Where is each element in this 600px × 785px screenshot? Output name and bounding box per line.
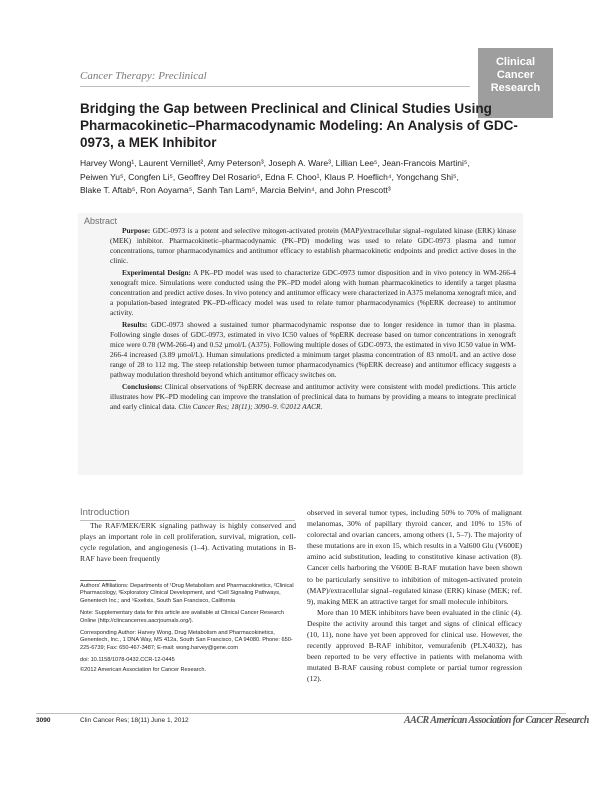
author: Jean-Francois Martini⁵, [382,158,470,168]
article-notes [80,583,296,679]
badge-line: Cancer [496,69,535,81]
abstract-conclusions [110,382,516,412]
correspondence: Corresponding Author: Harvey Wong, Drug Metabolism and Pharmacokinetics, Genentech, Inc., 1 DNA Way, MS 412a, South San Francisco, CA 94080. Phone: 650-225-6739; Fax: 650-467-3487; E-mail: wong.harvey@gene.com [80,630,293,651]
abstract-heading: Abstract [84,216,118,226]
aacr-logo: AACR American Association for Cancer Research [404,715,589,726]
author: Joseph A. Ware³, [268,158,334,168]
author: Marcia Belvin⁴, [259,185,317,195]
doi: doi: 10.1158/1078-0432.CCR-12-0445 [80,657,175,664]
author: Lillian Lee⁵, [335,158,380,168]
badge-line: Clinical [495,56,536,68]
results-text: GDC-0973 showed a sustained tumor pharmacodynamic response due to longer residence in tumor than in plasma. Following single doses of GDC-0973, estimated in vivo IC50 values of %pERK decrease based on tumor concentrations in xenograft mice were 0.78 (WM-266-4) and 0.52 µmol/L (A375). Following multiple doses of GDC-0973, the estimated in vivo IC50 value in WM-266-4 increased (3.89 µmol/L). Human simulations predicted a minimum target plasma concentration of 83 nmol/L and an active dose range of 28 to 112 mg. The steep relationship between tumor pharmacodynamics (%pERK decrease) and antitumor efficacy suggests a pathway modulation threshold beyond which antitumor efficacy switches on. [110,319,516,380]
right-column [307,507,522,685]
notes-divider [80,580,116,581]
author: Laurent Vernillet², [138,158,206,168]
intro-heading: Introduction [80,507,130,518]
conclusions-label: Conclusions: [122,381,163,391]
abstract-results [110,320,516,381]
body-paragraph: observed in several tumor types, including 50% to 70% of malignant melanomas, 30% of papillary thyroid cancer, and 10% to 15% of colorectal and ovarian cancers, among others (1, 5–7). The majority of these mutations are in exon 15, which results in a Val600 Glu (V600E) amino acid substitution, leading to constitutive kinase activation (8). Cancer cells harboring the V600E B-RAF mutation have been shown to be particularly sensitive to inhibition of mitogen-activated protein (MAP)/extracellular signal–regulated kinase (ERK) kinase (MEK; ref. 9), making MEK an attractive target for small molecule inhibitors. [307,508,522,606]
design-text: A PK–PD model was used to characterize GDC-0973 tumor disposition and in vivo potency in WM-266-4 xenograft mice. Simulations were conducted using the PK–PD model along with human pharmacokinetics to identify a target plasma concentration and predict active doses. In vivo potency and antitumor efficacy were characterized in A375 melanoma xenograft mice, and a population-based integrated PK–PD-efficacy model was used to relate tumor pharmacodynamics (%pERK decrease) to antitumor activity. [110,267,516,318]
page-number: 3090 [36,717,51,724]
author: Amy Peterson³, [207,158,267,168]
supplementary-note: Note: Supplementary data for this article are available at Clinical Cancer Research Online (http://clincancerres.aacrjournals.org/). [80,610,284,624]
affiliations: Authors' Affiliations: Departments of ¹Drug Metabolism and Pharmacokinetics, ²Clinical Pharmacology, ³Exploratory Clinical Development, and ⁴Cell Signaling Pathways, Genentech Inc.; and ⁵Exelixis, South San Francisco, California [80,583,294,604]
body-paragraph: More than 10 MEK inhibitors have been evaluated in the clinic (4). Despite the activity around this target and signs of clinical efficacy (10, 11), none have yet been approved for clinical use. However, the recently approved B-RAF inhibitor, vemurafenib (PLX4032), has been reported to be very effective in patients with melanoma with mutated B-RAF causing robust complete or partial tumor regression (12). [307,607,522,684]
footer-divider [36,713,566,714]
divider [80,86,470,87]
badge-line: Research [490,82,541,94]
results-label: Results: [122,319,148,329]
abstract-design [110,268,516,318]
section-label: Cancer Therapy: Preclinical [80,70,207,82]
author: Peiwen Yu⁵, [80,171,126,182]
copyright: ©2012 American Association for Cancer Research. [80,666,207,673]
purpose-text: GDC-0973 is a potent and selective mitogen-activated protein (MAP)/extracellular signal–regulated kinase (ERK) kinase (MEK) inhibitor. Pharmacokinetic–pharmacodynamic (PK–PD) modeling was used to relate GDC-0973 plasma and tumor concentrations, tumor pharmacodynamics and antitumor efficacy to establish pharmacokinetic endpoints and predict active doses in the clinic. [110,226,516,266]
author: Blake T. Aftab⁵, [80,185,138,195]
abstract-body [110,226,516,413]
abstract-citation: Clin Cancer Res; 18(11); 3090–9. ©2012 AACR. [178,401,323,411]
author: Sanh Tan Lam⁵, [197,185,258,195]
author: Edna F. Choo¹, [265,171,322,182]
abstract-purpose [110,226,516,266]
footer-citation: Clin Cancer Res; 18(11) June 1, 2012 [80,717,189,724]
author: and John Prescott³ [319,185,391,195]
intro-body [80,520,296,564]
article-title: Bridging the Gap between Preclinical and Clinical Studies Using Pharmacokinetic–Pharmacodynamic Modeling: An Analysis of GDC-0973, a MEK Inhibitor [80,101,518,150]
intro-paragraph: The RAF/MEK/ERK signaling pathway is highly conserved and plays an important role in cell proliferation, survival, migration, cell-cycle regulation, and angiogenesis (1–4). Activating mutations in B-RAF have been frequently [80,521,296,564]
author: Yongchang Shi⁵, [396,171,459,182]
conclusions-text: Clinical observations of %pERK decrease and antitumor activity were consistent with model predictions. This article illustrates how PK–PD modeling can improve the translation of preclinical data to humans by providing a means to integrate preclinical and early clinical data. [110,381,516,411]
author: Geoffrey Del Rosario⁵, [177,171,263,182]
purpose-label: Purpose: [122,226,151,235]
author: Congfen Li⁵, [128,171,176,182]
design-label: Experimental Design: [122,267,191,277]
author: Harvey Wong¹, [80,158,137,168]
author-list [80,157,510,198]
author: Klaus P. Hoeflich⁴, [324,171,394,182]
author: Ron Aoyama⁵, [140,185,195,195]
